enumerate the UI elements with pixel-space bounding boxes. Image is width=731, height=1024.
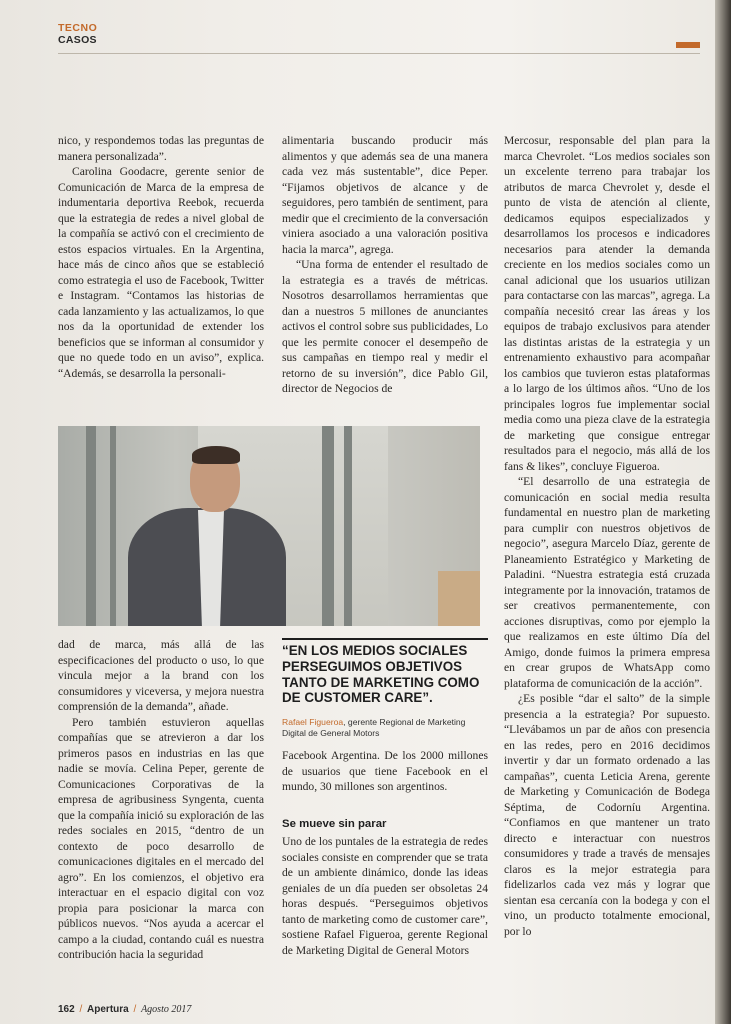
- accent-bar: [676, 42, 700, 48]
- section-label: [58, 22, 97, 46]
- subsection-name: CASOS: [58, 34, 97, 46]
- window-frame: [344, 426, 352, 626]
- page-number: 162: [58, 1004, 75, 1015]
- paragraph: dad de marca, más allá de las especificaciones del producto o uso, lo que vincula mejor a la brand con los consumidores y viceversa, y mejora nuestra comprensión de la demanda”, añade.: [58, 638, 264, 713]
- paragraph: Mercosur, responsable del plan para la marca Chevrolet. “Los medios sociales son un excelente terreno para trabajar los atributos de marca Chevrolet y, desde el punto de vista de atención al cliente, dedicamos equipos especializados y desarrollamos los procesos e indicadores necesarios para atender la demanda creciente en los medios sociales como un canal adicional que los usuarios utilizan para contactarse con las marcas”, agrega. La compañía necesitó crear las áreas y los equipos de trabajo exclusivos para atender las distintas aristas de la estrategia y un entrenamiento exhaustivo para acompañar los cambios que tuvieron estas plataformas a lo largo de los últimos años. “Uno de los principales logros fue implementar social media como una pieza clave de la estrategia de marketing que consigue entregar resultados para el negocio, más allá de los fans & likes”, concluye Figueroa.: [504, 134, 710, 473]
- furniture: [438, 571, 480, 626]
- paragraph: “Una forma de entender el resultado de la estrategia es a través de métricas. Nosotros desarrollamos herramientas que dan a nuestros 5 millones de anunciantes activos el control sobre sus publicidades, Lo que les permite conocer el desempeño de sus campañas en tiempo real y medir el retorno de su inversión”, dice Pablo Gil, director de Negocios de: [282, 258, 488, 395]
- window-frame: [86, 426, 96, 626]
- paragraph: Facebook Argentina. De los 2000 millones de usuarios que tiene Facebook en el mundo, 30 millones son argentinos.: [282, 749, 488, 793]
- attribution-role: , gerente Regional de Marketing Digital de General Motors: [282, 717, 466, 738]
- article-column-2-bottom: [282, 748, 488, 795]
- footer-separator: /: [79, 1004, 83, 1015]
- paragraph: alimentaria buscando producir más alimentos y que además sea de una manera cada vez más sustentable”, dice Peper. “Fijamos objetivos de alcance y de seguidores, pero también de sentiment, para medir que el crecimiento de la conversación viniera asociado a una valoración positiva hacia la marca”, agrega.: [282, 134, 488, 256]
- attribution-name: Rafael Figueroa: [282, 717, 344, 727]
- magazine-name: Apertura: [87, 1004, 129, 1015]
- paragraph: ¿Es posible “dar el salto” de la simple presencia a la estrategia? Por supuesto. “Llevábamos un par de años con presencia en las redes, pero en 2016 decidimos invertir y dar un formato ordenado a las campañas”, cuenta Leticia Arena, gerente de Marketing y Comunicación de Bodega Séptima, de Codorníu Argentina. “Confiamos en que mantener un trato directo e interactuar con nuestros consumidores y trade a través de mensajes claros es la mejor estrategia para fidelizarlos cada vez más y lograr que sientan esa cercanía con la bodega y con el vino, un producto totalmente emocional, por lo: [504, 692, 710, 938]
- person-hair: [192, 446, 240, 464]
- person-shirt: [198, 510, 224, 626]
- article-column-2-top: [282, 133, 488, 397]
- pull-quote-attribution: [282, 717, 488, 739]
- paragraph: Pero también estuvieron aquellas compañías que se atrevieron a dar los primeros pasos en industrias en las que nadie se movía. Celina Peper, gerente de Comunicaciones Corporativas de la empresa de agribusiness Syngenta, cuenta que la compañía inició su exploración de las redes sociales en 2015, “dentro de un contexto de poco desarrollo de comunicaciones digitales en el mercado del agro”. En los comienzos, el objetivo era interactuar en el espacio digital con voz propia para posicionar la marca con públicos nuevos. “Nos ayuda a acercar el campo a la ciudad, contando cuál es nuestra contribución hacia la seguridad: [58, 715, 264, 961]
- pull-quote: “EN LOS MEDIOS SOCIALES PERSEGUIMOS OBJETIVOS TANTO DE MARKETING COMO DE CUSTOMER CARE”.: [282, 638, 488, 706]
- section-name: TECNO: [58, 22, 98, 34]
- paragraph: Uno de los puntales de la estrategia de redes sociales consiste en comprender que se trata de un ambiente dinámico, donde las ideas geniales de un día pueden ser obsoletas 24 horas después. “Perseguimos objetivos tanto de marketing como de customer care”, sostiene Rafael Figueroa, gerente Regional de Marketing Digital de General Motors: [282, 835, 488, 957]
- executive-photo: [58, 426, 480, 626]
- article-column-3: [504, 133, 710, 939]
- section-subheading: Se mueve sin parar: [282, 818, 387, 830]
- paragraph: nico, y respondemos todas las preguntas de manera personalizada”.: [58, 134, 264, 163]
- issue-date: Agosto 2017: [141, 1004, 192, 1015]
- paragraph: Carolina Goodacre, gerente senior de Comunicación de Marca de la empresa de indumentaria deportiva Reebok, recuerda que la estrategia de redes a nivel global de la compañía se activó con el crecimiento de estos espacios virtuales. En la Argentina, hace más de cinco años que se estableció como estrategia el uso de Facebook, Twitter e Instagram. “Contamos las historias de cada lanzamiento y las actualizamos, lo que nos da la oportunidad de extender los beneficios que se informan al consumidor y que no quede todo en un aviso”, explica. “Además, se desarrolla la personali-: [58, 165, 264, 380]
- header-divider: [58, 53, 700, 54]
- footer-separator: /: [133, 1004, 137, 1015]
- article-column-1-top: [58, 133, 264, 381]
- window-frame: [322, 426, 334, 626]
- article-column-2-subsection: [282, 834, 488, 958]
- page-binding-edge: [715, 0, 731, 1024]
- paragraph: “El desarrollo de una estrategia de comunicación en social media resulta fundamental en nuestro plan de marketing para cumplir con nuestros objetivos de negocio”, asegura Marcelo Díaz, gerente de Planeamiento Estratégico y Marketing de Paladini. “Nuestra estrategia está cruzada integramente por la innovación, tratamos de ser creativos permanentemente, con acciones disruptivas, como por ejemplo la que realizamos en este último Día del Amigo, donde fuimos la primera empresa en crear grupos de WhatsApp como plataforma de comunicación de la acción”.: [504, 475, 710, 690]
- window-frame: [110, 426, 116, 626]
- page-footer: [58, 1004, 191, 1015]
- article-column-1-bottom: [58, 637, 264, 963]
